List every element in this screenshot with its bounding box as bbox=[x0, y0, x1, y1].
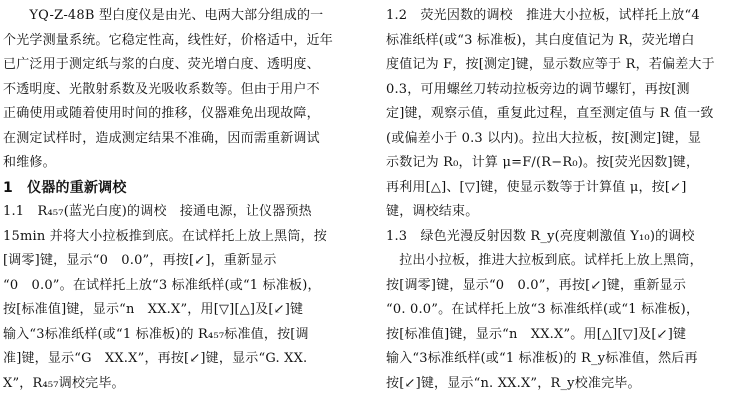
body-line: 输入“3标准纸样(或“1 标准板)的 R_y标准值，然后再 bbox=[386, 351, 698, 366]
body-line: YQ-Z-48B 型白度仪是由光、电两大部分组成的一 bbox=[3, 8, 324, 23]
body-line: 正确使用或随着使用时间的推移，仪器难免出现故障， bbox=[3, 106, 320, 121]
body-line: 输入“3标准纸样(或“1 标准板)的 R₄₅₇标准值，按[调 bbox=[3, 326, 309, 342]
section-heading: 1 仪器的重新调校 bbox=[3, 179, 127, 196]
left-column bbox=[3, 4, 367, 396]
body-line: 在测定试样时，造成测定结果不准确，因而需重新调试 bbox=[3, 130, 320, 146]
body-line: 个光学测量系统。它稳定性高，线性好，价格适中，近年 bbox=[3, 32, 334, 48]
body-line: 和维修。 bbox=[3, 155, 56, 170]
body-line: 15min 并将大小拉板推到底。在试样托上放上黑筒，按 bbox=[3, 228, 327, 244]
body-line: 示数记为 R₀，计算 μ=F/(R−R₀)。按[荧光因数]键， bbox=[386, 155, 700, 170]
body-line: 再利用[△]、[▽]键，使显示数等于计算值 μ，按[↙] bbox=[386, 179, 687, 195]
body-line: 按[↙]键，显示“n. XX.X”，R_y校准完毕。 bbox=[386, 375, 641, 391]
body-line: 准]键，显示“G XX.X”，再按[↙]键，显示“G. XX. bbox=[3, 351, 308, 366]
body-line: 已广泛用于测定纸与浆的白度、荧光增白度、透明度、 bbox=[3, 57, 320, 72]
body-line: 按[标准值]键，显示“n XX.X”，用[▽][△]及[↙]键 bbox=[3, 302, 304, 317]
body-line: 度值记为 F，按[测定]键，显示数应等于 R，若偏差大于 bbox=[386, 57, 715, 72]
body-line: 0.3，可用螺丝刀转动拉板旁边的调节螺钉，再按[测 bbox=[386, 81, 690, 97]
body-line: 标准纸样(或“3 标准板)，其白度值记为 R，荧光增白 bbox=[386, 32, 695, 48]
body-line: [调零]键，显示“0 0.0”，再按[↙]，重新显示 bbox=[3, 253, 277, 268]
body-line: X”，R₄₅₇调校完毕。 bbox=[3, 375, 125, 391]
subsection-line: 1.2 荧光因数的调校 推进大小拉板，试样托上放“4 bbox=[386, 8, 700, 23]
body-line: “0 0.0”。在试样托上放“3 标准纸样(或“1 标准板)， bbox=[3, 277, 321, 293]
body-line: 按[调零]键，显示“0 0.0”，再按[↙]键，重新显示 bbox=[386, 277, 687, 293]
body-line: (或偏差小于 0.3 以内)。拉出大拉板，按[测定]键，显 bbox=[386, 130, 702, 146]
body-line: 键，调校结束。 bbox=[386, 204, 479, 219]
right-column bbox=[386, 4, 748, 396]
subsection-line: 1.1 R₄₅₇(蓝光白度)的调校 接通电源，让仪器预热 bbox=[3, 204, 312, 219]
body-line: 按[标准值]键，显示“n XX.X”。用[△][▽]及[↙]键 bbox=[386, 326, 687, 342]
subsection-line: 1.3 绿色光漫反射因数 R_y(亮度刺激值 Y₁₀)的调校 bbox=[386, 228, 695, 244]
body-line: 拉出小拉板，推进大拉板到底。试样托上放上黑筒， bbox=[386, 253, 703, 268]
body-line: 不透明度、光散射系数及光吸收系数等。但由于用户不 bbox=[3, 81, 320, 97]
body-line: 定]键，观察示值，重复此过程，直至测定值与 R 值一致 bbox=[386, 106, 714, 121]
body-line: “0. 0.0”。在试样托上放“3 标准纸样(或“1 标准板)， bbox=[386, 302, 700, 317]
